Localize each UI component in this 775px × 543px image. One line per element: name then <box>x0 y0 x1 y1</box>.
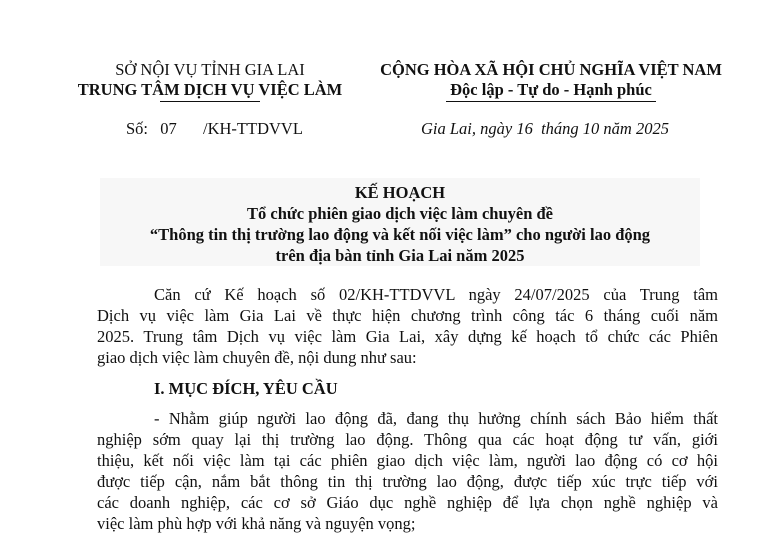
agency-parent: SỞ NỘI VỤ TỈNH GIA LAI <box>115 60 305 79</box>
intro-paragraph <box>97 284 718 368</box>
section-1-line: các doanh nghiệp, các cơ sở Giáo dục nghề nghiệp để lựa chọn nghề nghiệp và <box>97 493 718 512</box>
section-1-line: thiệu, kết nối việc làm tại các phiên giao dịch việc làm, người lao động có cơ hội <box>97 451 718 470</box>
intro-line: giao dịch việc làm chuyên đề, nội dung như sau: <box>97 348 417 367</box>
section-1-line: việc làm phù hợp với khả năng và nguyện vọng; <box>97 514 416 533</box>
place-date: Gia Lai, ngày 16 tháng 10 năm 2025 <box>421 119 669 138</box>
section-1-line: được tiếp cận, nắm bắt thông tin thị trường lao động, được tiếp xúc trực tiếp với <box>97 472 718 491</box>
intro-line: Căn cứ Kế hoạch số 02/KH-TTDVVL ngày 24/07/2025 của Trung tâm <box>154 285 718 304</box>
intro-line: Dịch vụ việc làm Gia Lai về thực hiện chương trình công tác 6 tháng cuối năm <box>97 306 718 325</box>
doc-number-suffix: /KH-TTDVVL <box>203 119 303 138</box>
title-line-2: “Thông tin thị trường lao động và kết nối việc làm” cho người lao động <box>149 225 651 244</box>
section-1-line: nghiệp sớm quay lại thị trường lao động. Thông qua các hoạt động tư vấn, giới <box>97 430 718 449</box>
document-type: KẾ HOẠCH <box>354 183 446 202</box>
doc-number-value: 07 <box>160 119 177 138</box>
section-1-paragraph <box>97 408 718 534</box>
title-line-3: trên địa bàn tỉnh Gia Lai năm 2025 <box>275 246 525 265</box>
section-heading-1: I. MỤC ĐÍCH, YÊU CẦU <box>154 379 338 398</box>
agency-name: TRUNG TÂM DỊCH VỤ VIỆC LÀM <box>77 80 343 99</box>
title-line-1: Tổ chức phiên giao dịch việc làm chuyên đề <box>247 204 553 223</box>
nation-name: CỘNG HÒA XÃ HỘI CHỦ NGHĨA VIỆT NAM <box>380 60 722 79</box>
national-motto: Độc lập - Tự do - Hạnh phúc <box>450 80 652 99</box>
motto-underline <box>446 101 656 102</box>
intro-line: 2025. Trung tâm Dịch vụ việc làm Gia Lai, xây dựng kế hoạch tổ chức các Phiên <box>97 327 718 346</box>
agency-underline <box>160 101 260 102</box>
section-1-line: - Nhằm giúp người lao động đã, đang thụ hưởng chính sách Bảo hiểm thất <box>154 409 718 428</box>
doc-number-prefix: Số: <box>126 119 149 138</box>
doc-number <box>126 119 303 139</box>
